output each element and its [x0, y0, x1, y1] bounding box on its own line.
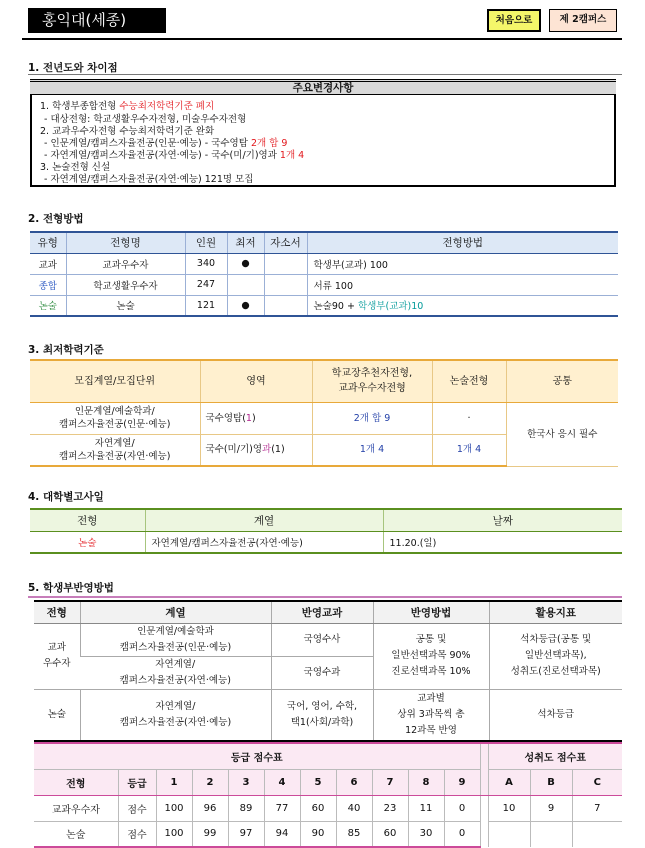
change-line: - 자연계열/캠퍼스자율전공(자연·예능) - 국수(미/기)영과 1개 4: [44, 150, 305, 161]
area-cell: 국수영탐(1): [200, 402, 312, 434]
count-cell: 340: [185, 253, 227, 274]
essay-cell: [264, 274, 307, 295]
table-header-row: [30, 509, 622, 531]
table-header-row: [34, 601, 622, 623]
table-row: [30, 253, 618, 274]
go-first-button[interactable]: 처음으로: [487, 9, 541, 32]
type-cell: 논술: [30, 295, 66, 316]
col-header: 전형: [30, 509, 145, 531]
score-cell: 60: [372, 821, 408, 847]
type-cell: 교과우수자: [34, 795, 118, 821]
change-line: - 인문계열/캠퍼스자율전공(인문·예능) - 국수영탐 2개 합 9: [44, 138, 288, 149]
score-cell: 100: [156, 795, 192, 821]
count-cell: 121: [185, 295, 227, 316]
area-cell: 국수(미/기)영과(1): [200, 434, 312, 466]
table-row: [34, 821, 622, 847]
min-cell: ●: [227, 253, 264, 274]
section-heading-changes: 1. 전년도와 차이점: [28, 62, 118, 74]
score-cell: 40: [336, 795, 372, 821]
minimum-standard-table: [30, 359, 618, 467]
table-gap: [480, 795, 488, 821]
score-cell: 0: [444, 821, 480, 847]
index-cell: 석차등급(공통 및 일반선택과목), 성취도(진로선택과목): [489, 623, 622, 689]
table-row: [34, 689, 622, 741]
col-header: 최저: [227, 232, 264, 253]
change-line: 3. 논술전형 신설: [40, 162, 111, 173]
essay-standard-cell: 1개 4: [432, 434, 506, 466]
score-cell: 0: [444, 795, 480, 821]
type-cell: 논술: [34, 821, 118, 847]
score-cell: 96: [192, 795, 228, 821]
achievement-cell: 10: [488, 795, 530, 821]
col-header: 논술전형: [432, 360, 506, 402]
unit-cell: 자연계열/ 캠퍼스자율전공(자연·예능): [30, 434, 200, 466]
table-header-row: [30, 360, 618, 402]
score-cell: 94: [264, 821, 300, 847]
type-cell: 종합: [30, 274, 66, 295]
achievement-header: B: [530, 769, 572, 795]
type-cell: 교과 우수자: [34, 623, 80, 689]
score-cell: 97: [228, 821, 264, 847]
score-cell: 23: [372, 795, 408, 821]
page-title: 홍익대(세종): [28, 8, 166, 33]
essay-standard-cell: ·: [432, 402, 506, 434]
table-header-row: [34, 743, 622, 769]
score-cell: 60: [300, 795, 336, 821]
score-cell: 90: [300, 821, 336, 847]
achievement-cell: 9: [530, 795, 572, 821]
table-row: [30, 274, 618, 295]
grade-header: 7: [372, 769, 408, 795]
col-header: 반영방법: [373, 601, 489, 623]
table-gap: [480, 743, 488, 769]
col-header: 공통: [506, 360, 618, 402]
count-cell: 247: [185, 274, 227, 295]
grade-header: 8: [408, 769, 444, 795]
change-line: - 자연계열/캠퍼스자율전공(자연·예능) 121명 모집: [44, 174, 254, 185]
subject-cell: 국영수사: [271, 623, 373, 656]
col-header: 반영교과: [271, 601, 373, 623]
table-gap: [480, 769, 488, 795]
section-rule: [28, 596, 622, 598]
achievement-cell: 7: [572, 795, 622, 821]
section-heading-record: 5. 학생부반영방법: [28, 582, 114, 594]
achievement-cell: [488, 821, 530, 847]
method-cell: 논술90 + 학생부(교과)10: [307, 295, 618, 316]
score-cell: 100: [156, 821, 192, 847]
change-line: 1. 학생부종합전형 수능최저학력기준 폐지: [40, 101, 215, 112]
section-heading-exam-date: 4. 대학별고사일: [28, 491, 104, 503]
score-cell: 99: [192, 821, 228, 847]
score-cell: 85: [336, 821, 372, 847]
common-cell: 한국사 응시 필수: [506, 402, 618, 466]
label-cell: 점수: [118, 795, 156, 821]
col-header: 학교장추천자전형, 교과우수자전형: [312, 360, 432, 402]
table-gap: [480, 821, 488, 847]
table-row: [34, 795, 622, 821]
type-cell: 교과: [30, 253, 66, 274]
method-cell: 공통 및 일반선택과목 90% 진로선택과목 10%: [373, 623, 489, 689]
type-cell: 논술: [34, 689, 80, 741]
score-cell: 77: [264, 795, 300, 821]
col-header: 계열: [80, 601, 271, 623]
score-cell: 11: [408, 795, 444, 821]
method-cell: 학생부(교과) 100: [307, 253, 618, 274]
name-cell: 학교생활우수자: [66, 274, 185, 295]
achievement-header: C: [572, 769, 622, 795]
grade-header: 4: [264, 769, 300, 795]
change-line: - 대상전형: 학교생활우수자전형, 미술우수자전형: [44, 114, 247, 125]
essay-cell: [264, 295, 307, 316]
field-cell: 자연계열/ 캠퍼스자율전공(자연·예능): [80, 656, 271, 689]
date-cell: 11.20.(일): [383, 531, 622, 553]
achievement-header: A: [488, 769, 530, 795]
section-heading-method: 2. 전형방법: [28, 213, 84, 225]
achievement-cell: [572, 821, 622, 847]
col-header: 활용지표: [489, 601, 622, 623]
table-row: [30, 531, 622, 553]
table-row: [34, 623, 622, 656]
method-cell: 교과별 상위 3과목씩 총 12과목 반영: [373, 689, 489, 741]
field-cell: 자연계열/캠퍼스자율전공(자연·예능): [145, 531, 383, 553]
score-cell: 30: [408, 821, 444, 847]
col-header: 전형방법: [307, 232, 618, 253]
exam-date-table: [30, 508, 622, 554]
col-header: 날짜: [383, 509, 622, 531]
grade-header: 3: [228, 769, 264, 795]
col-header: 인원: [185, 232, 227, 253]
col-header: 등급: [118, 769, 156, 795]
changes-box-title: 주요변경사항: [30, 79, 616, 95]
name-cell: 논술: [66, 295, 185, 316]
col-header: 자소서: [264, 232, 307, 253]
grade-header: 2: [192, 769, 228, 795]
record-reflection-table: [34, 600, 622, 742]
min-cell: ●: [227, 295, 264, 316]
label-cell: 점수: [118, 821, 156, 847]
section-heading-minimum: 3. 최저학력기준: [28, 344, 104, 356]
col-header: 유형: [30, 232, 66, 253]
achievement-cell: [530, 821, 572, 847]
col-header: 전형: [34, 769, 118, 795]
grade-table-title: 등급 점수표: [34, 743, 480, 769]
admission-method-table: [30, 231, 618, 317]
grade-header: 1: [156, 769, 192, 795]
col-header: 전형명: [66, 232, 185, 253]
grade-header: 9: [444, 769, 480, 795]
table-row: [30, 295, 618, 316]
standard-cell: 2개 합 9: [312, 402, 432, 434]
unit-cell: 인문계열/예술학과/ 캠퍼스자율전공(인문·예능): [30, 402, 200, 434]
name-cell: 교과우수자: [66, 253, 185, 274]
field-cell: 인문계열/예술학과 캠퍼스자율전공(인문·예능): [80, 623, 271, 656]
table-header-row: [34, 769, 622, 795]
achievement-table-title: 성취도 점수표: [488, 743, 622, 769]
essay-cell: [264, 253, 307, 274]
campus-button[interactable]: 제 2캠퍼스: [549, 9, 617, 32]
subject-cell: 국어, 영어, 수학, 택1(사회/과학): [271, 689, 373, 741]
field-cell: 자연계열/ 캠퍼스자율전공(자연·예능): [80, 689, 271, 741]
change-line: 2. 교과우수자전형 수능최저학력기준 완화: [40, 126, 215, 137]
table-header-row: [30, 232, 618, 253]
col-header: 전형: [34, 601, 80, 623]
standard-cell: 1개 4: [312, 434, 432, 466]
grade-header: 5: [300, 769, 336, 795]
index-cell: 석차등급: [489, 689, 622, 741]
col-header: 모집계열/모집단위: [30, 360, 200, 402]
col-header: 계열: [145, 509, 383, 531]
method-cell: 서류 100: [307, 274, 618, 295]
table-row: [30, 402, 618, 434]
type-cell: 논술: [30, 531, 145, 553]
section-rule: [28, 74, 622, 75]
col-header: 영역: [200, 360, 312, 402]
grade-header: 6: [336, 769, 372, 795]
grade-score-table: [34, 742, 622, 848]
score-cell: 89: [228, 795, 264, 821]
min-cell: [227, 274, 264, 295]
top-rule: [22, 38, 622, 40]
subject-cell: 국영수과: [271, 656, 373, 689]
